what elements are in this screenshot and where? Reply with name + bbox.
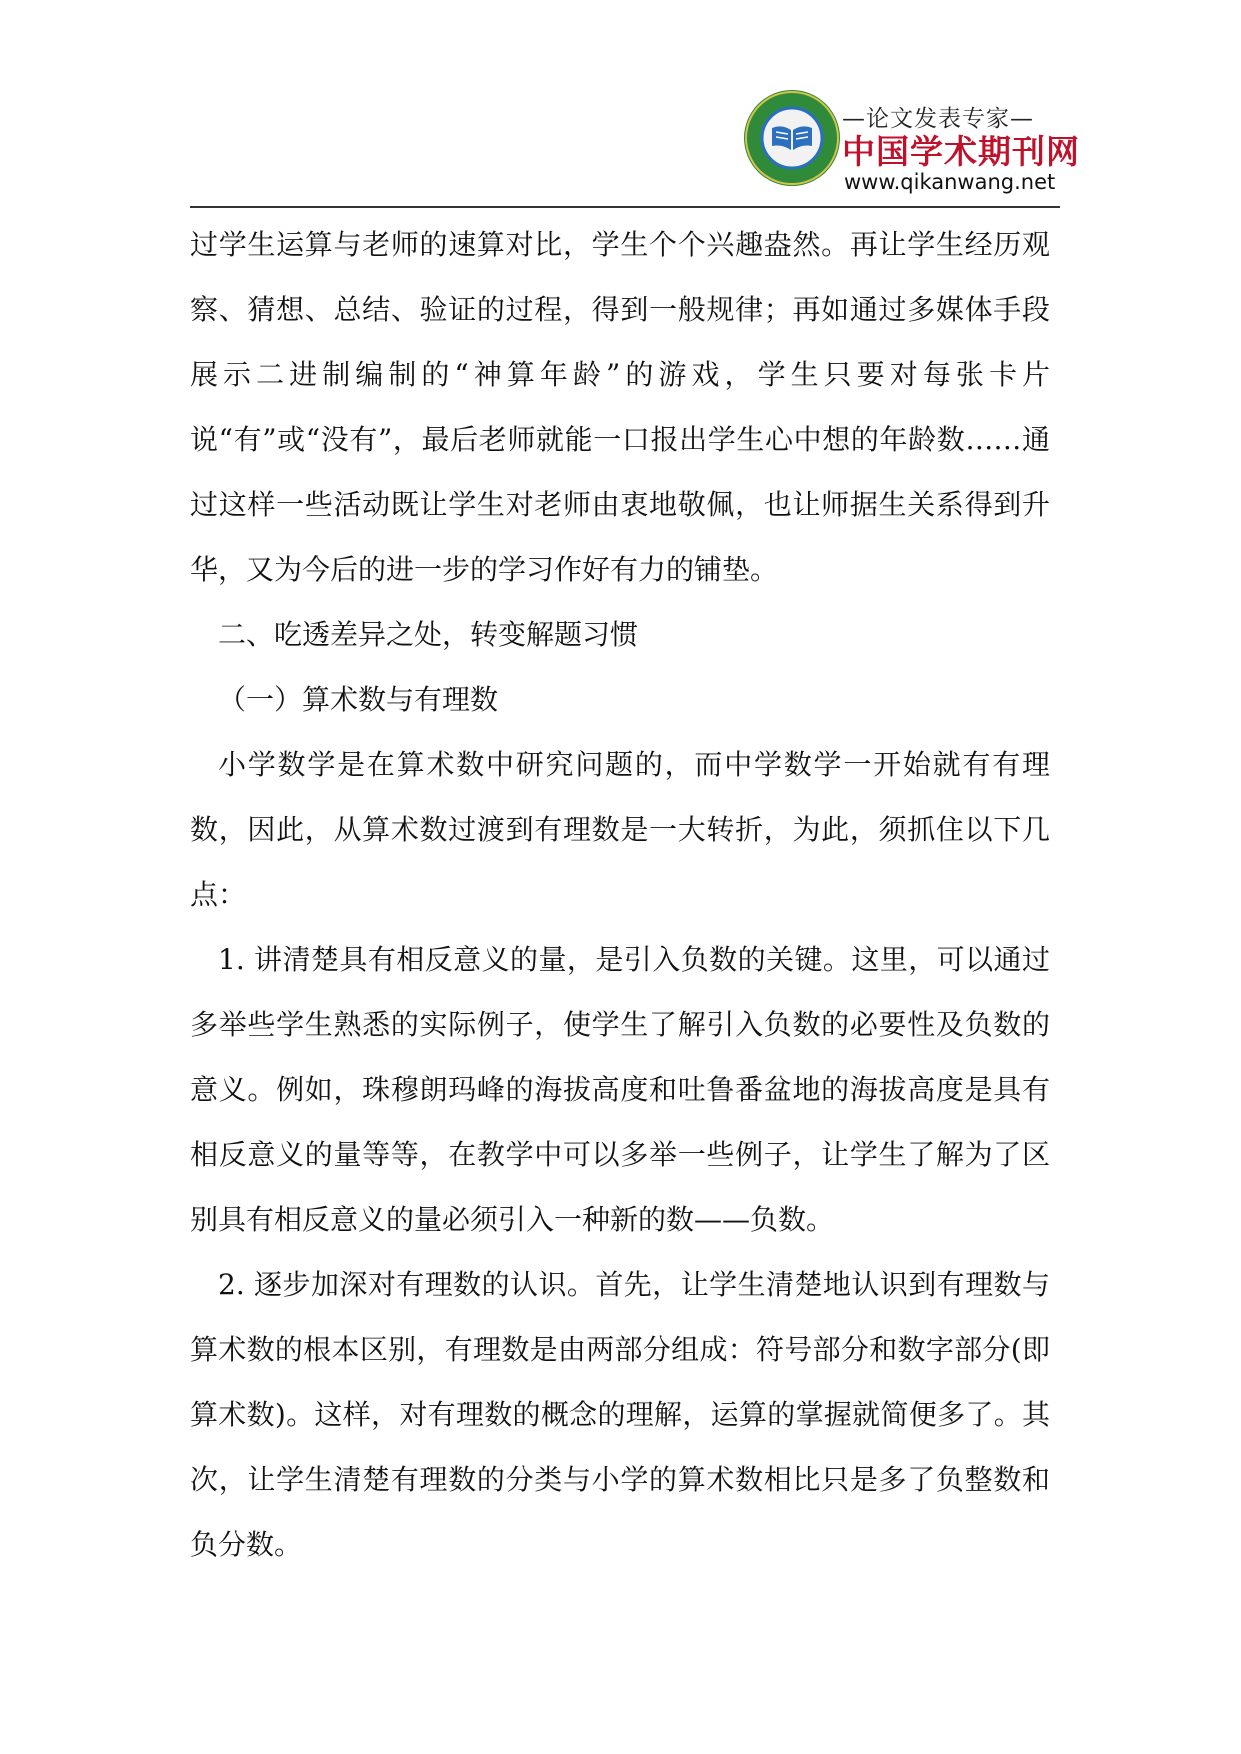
subsection-heading: （一）算术数与有理数 bbox=[218, 683, 499, 716]
logo-brand-name: 中国学术期刊网 bbox=[842, 132, 1080, 171]
logo-url[interactable]: www.qikanwang.net bbox=[844, 170, 1056, 194]
seal-icon bbox=[742, 88, 842, 188]
document-body bbox=[190, 212, 1050, 1577]
section-heading: 二、吃透差异之处，转变解题习惯 bbox=[218, 618, 639, 651]
site-logo[interactable] bbox=[742, 88, 1088, 206]
paragraph: 过学生运算与老师的速算对比，学生个个兴趣盎然。再让学生经历观察、猜想、总结、验证的过程，得到一般规律；再如通过多媒体手段展示二进制编制的“神算年龄”的游戏，学生只要对每张卡片说“有”或“没有”，最后老师就能一口报出学生心中想的年龄数……通过这样一些活动既让学生对老师由衷地敬佩，也让师据生关系得到升华，又为今后的进一步的学习作好有力的铺垫。 bbox=[190, 228, 1050, 586]
list-item: 2. 逐步加深对有理数的认识。首先，让学生清楚地认识到有理数与算术数的根本区别，有理数是由两部分组成：符号部分和数字部分(即算术数)。这样，对有理数的概念的理解，运算的掌握就简便多了。其次，让学生清楚有理数的分类与小学的算术数相比只是多了负整数和负分数。 bbox=[190, 1268, 1050, 1561]
list-item: 1. 讲清楚具有相反意义的量，是引入负数的关键。这里，可以通过多举些学生熟悉的实际例子，使学生了解引入负数的必要性及负数的意义。例如，珠穆朗玛峰的海拔高度和吐鲁番盆地的海拔高度是具有相反意义的量等等，在教学中可以多举一些例子，让学生了解为了区别具有相反意义的量必须引入一种新的数——负数。 bbox=[190, 943, 1050, 1236]
paragraph: 小学数学是在算术数中研究问题的，而中学数学一开始就有有理数，因此，从算术数过渡到有理数是一大转折，为此，须抓住以下几点： bbox=[190, 748, 1050, 911]
logo-slogan: —论文发表专家— bbox=[842, 106, 1034, 132]
